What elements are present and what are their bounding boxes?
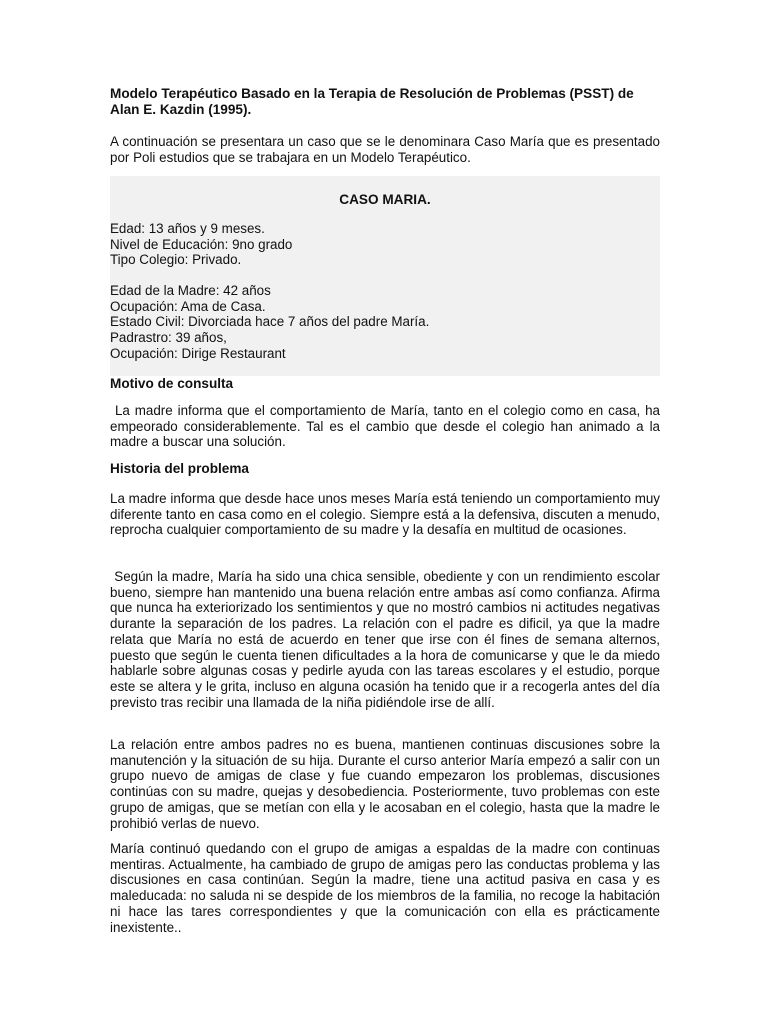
historia-paragraph-3: La relación entre ambos padres no es buena, mantienen continuas discusiones sobre la manutención y la situación de su hija. Durante el curso anterior María empezó a salir con un grupo nuevo de amigas de clase y fue cuando empezaron los problemas, discusiones continúas con su madre, quejas y desobediencia. Posteriormente, tuvo problemas con este grupo de amigas, que se metían con ella y le acosaban en el colegio, hasta que la madre le prohibió verlas de nuevo. [110, 737, 660, 831]
patient-education: Nivel de Educación: 9no grado [110, 236, 293, 252]
motivo-heading: Motivo de consulta [110, 376, 234, 391]
mother-occupation: Ocupación: Ama de Casa. [110, 298, 266, 314]
patient-info [110, 221, 660, 268]
marital-status: Estado Civil: Divorciada hace 7 años del padre María. [110, 314, 430, 330]
historia-paragraph-1: La madre informa que desde hace unos meses María está teniendo un comportamiento muy diferente tanto en casa como en el colegio. Siempre está a la defensiva, discuten a menudo, reprocha cualquier comportamiento de su madre y la desafía en multitud de ocasiones. [110, 491, 660, 538]
mother-age: Edad de la Madre: 42 años [110, 283, 271, 298]
motivo-paragraph: La madre informa que el comportamiento de María, tanto en el colegio como en casa, ha empeorado considerablemente. Tal es el cambio que desde el colegio han animado a la madre a buscar una solución. [110, 403, 664, 450]
document-title: Modelo Terapéutico Basado en la Terapia de Resolución de Problemas (PSST) de Alan E. Kazdin (1995). [110, 86, 634, 117]
intro-paragraph: A continuación se presentara un caso que se le denominara Caso María que es presentado por Poli estudios que se trabajara en un Modelo Terapéutico. [110, 134, 660, 165]
patient-age: Edad: 13 años y 9 meses. [110, 221, 265, 236]
historia-paragraph-4: María continuó quedando con el grupo de amigas a espaldas de la madre con continuas mentiras. Actualmente, ha cambiado de grupo de amigas pero las conductas problema y las discusiones en casa continúan. Según la madre, tiene una actitud pasiva en casa y es maleducada: no saluda ni se despide de los miembros de la familia, no recoge la habitación ni hace las tares correspondientes y que la comunicación con ella es prácticamente inexistente.. [110, 841, 660, 935]
historia-heading: Historia del problema [110, 461, 249, 476]
family-info [110, 283, 660, 362]
historia-paragraph-2: Según la madre, María ha sido una chica sensible, obediente y con un rendimiento escolar bueno, siempre han mantenido una buena relación entre ambas así como confianza. Afirma que nunca ha exteriorizado los sentimientos y que no mostró cambios ni actitudes negativas durante la separación de los padres. La relación con el padre es dificil, ya que la madre relata que María no está de acuerdo en tener que irse con él fines de semana alternos, puesto que según le cuenta tienen dificultades a la hora de comunicarse y que le da miedo hablarle sobre algunas cosas y pedirle ayuda con las tareas escolares y el estudio, porque este se altera y le grita, incluso en alguna ocasión ha tenido que ir a recogerla antes del día previsto tras recibir una llamada de la niña pidiéndole irse de allí. [110, 569, 664, 710]
stepfather-occupation: Ocupación: Dirige Restaurant [110, 345, 286, 361]
stepfather-age: Padrastro: 39 años, [110, 330, 227, 346]
patient-school-type: Tipo Colegio: Privado. [110, 252, 242, 268]
case-title: CASO MARIA. [339, 192, 431, 207]
